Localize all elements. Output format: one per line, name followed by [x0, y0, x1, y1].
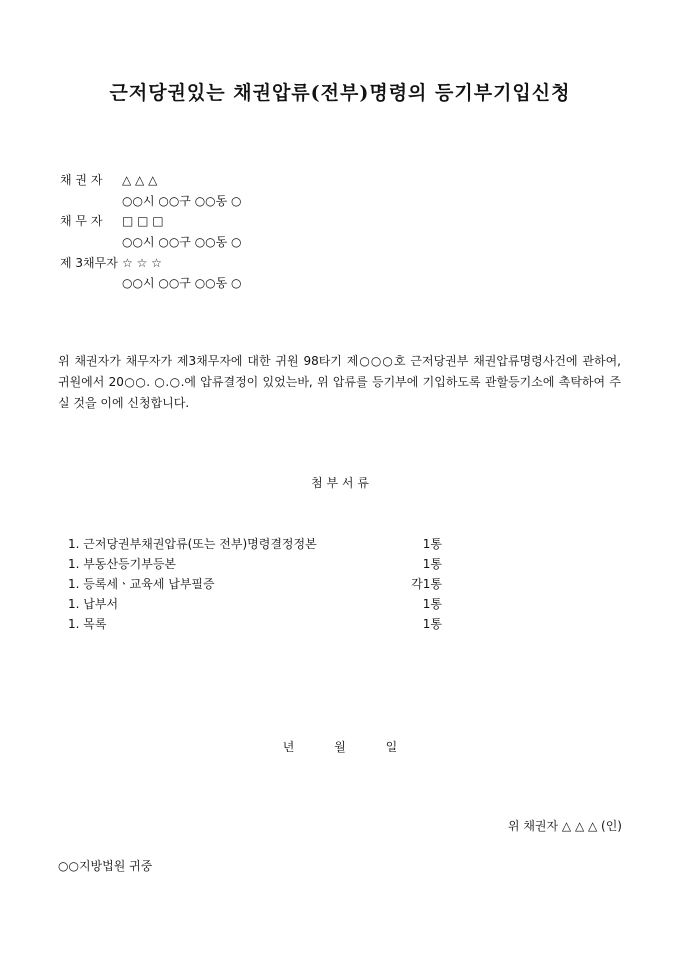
- attachment-item: 1. 납부서: [68, 597, 119, 611]
- attachment-row: [68, 616, 442, 636]
- document-title: 근저당권있는 채권압류(전부)명령의 등기부기입신청: [109, 82, 571, 104]
- attachment-row: [68, 536, 442, 556]
- debtor-name: □ □ □: [122, 214, 164, 228]
- debtor-line: [60, 213, 164, 229]
- third-debtor-line: [60, 255, 162, 271]
- attachment-item: 1. 목록: [68, 617, 107, 631]
- creditor-line: [60, 172, 157, 188]
- third-debtor-address: ○○시 ○○구 ○○동 ○: [122, 276, 242, 290]
- third-debtor-name: ☆ ☆ ☆: [122, 256, 162, 270]
- attachment-item: 1. 등록세ㆍ교육세 납부필증: [68, 577, 215, 591]
- date-year: 년: [282, 740, 295, 754]
- application-body: 위 채권자가 채무자가 제3채무자에 대한 귀원 98타기 제○○○호 근저당권부 채권압류명령사건에 관하여, 귀원에서 20○○. ○.○.에 압류결정이 있었는바, 위 압류를 등기부에 기입하도록 관할등기소에 촉탁하여 주실 것을 이에 신청합니다.: [58, 354, 621, 410]
- attachments-list: [68, 536, 442, 636]
- date-day: 일: [385, 740, 398, 754]
- creditor-address: ○○시 ○○구 ○○동 ○: [122, 194, 242, 208]
- signer-line: 위 채권자 △ △ △ (인): [507, 819, 622, 833]
- creditor-name: △ △ △: [122, 173, 158, 187]
- attachment-qty: 1통: [422, 537, 442, 551]
- attachment-item: 1. 부동산등기부등본: [68, 557, 177, 571]
- attachment-qty: 1통: [422, 597, 442, 611]
- debtor-label: 채 무 자: [60, 214, 103, 228]
- attachment-qty: 1통: [422, 557, 442, 571]
- attachment-qty: 1통: [422, 617, 442, 631]
- attachments-title: 첨 부 서 류: [311, 476, 369, 490]
- attachment-item: 1. 근저당권부채권압류(또는 전부)명령결정정본: [68, 537, 317, 551]
- creditor-label: 채 권 자: [60, 173, 103, 187]
- attachment-row: [68, 556, 442, 576]
- debtor-address: ○○시 ○○구 ○○동 ○: [122, 235, 242, 249]
- third-debtor-label: 제 3채무자: [60, 256, 118, 270]
- attachment-row: [68, 576, 442, 596]
- attachment-row: [68, 596, 442, 616]
- date-month: 월: [334, 740, 346, 754]
- attachment-qty: 각1통: [411, 577, 442, 591]
- court-addressee: ○○지방법원 귀중: [58, 859, 153, 873]
- filing-date: [0, 738, 680, 755]
